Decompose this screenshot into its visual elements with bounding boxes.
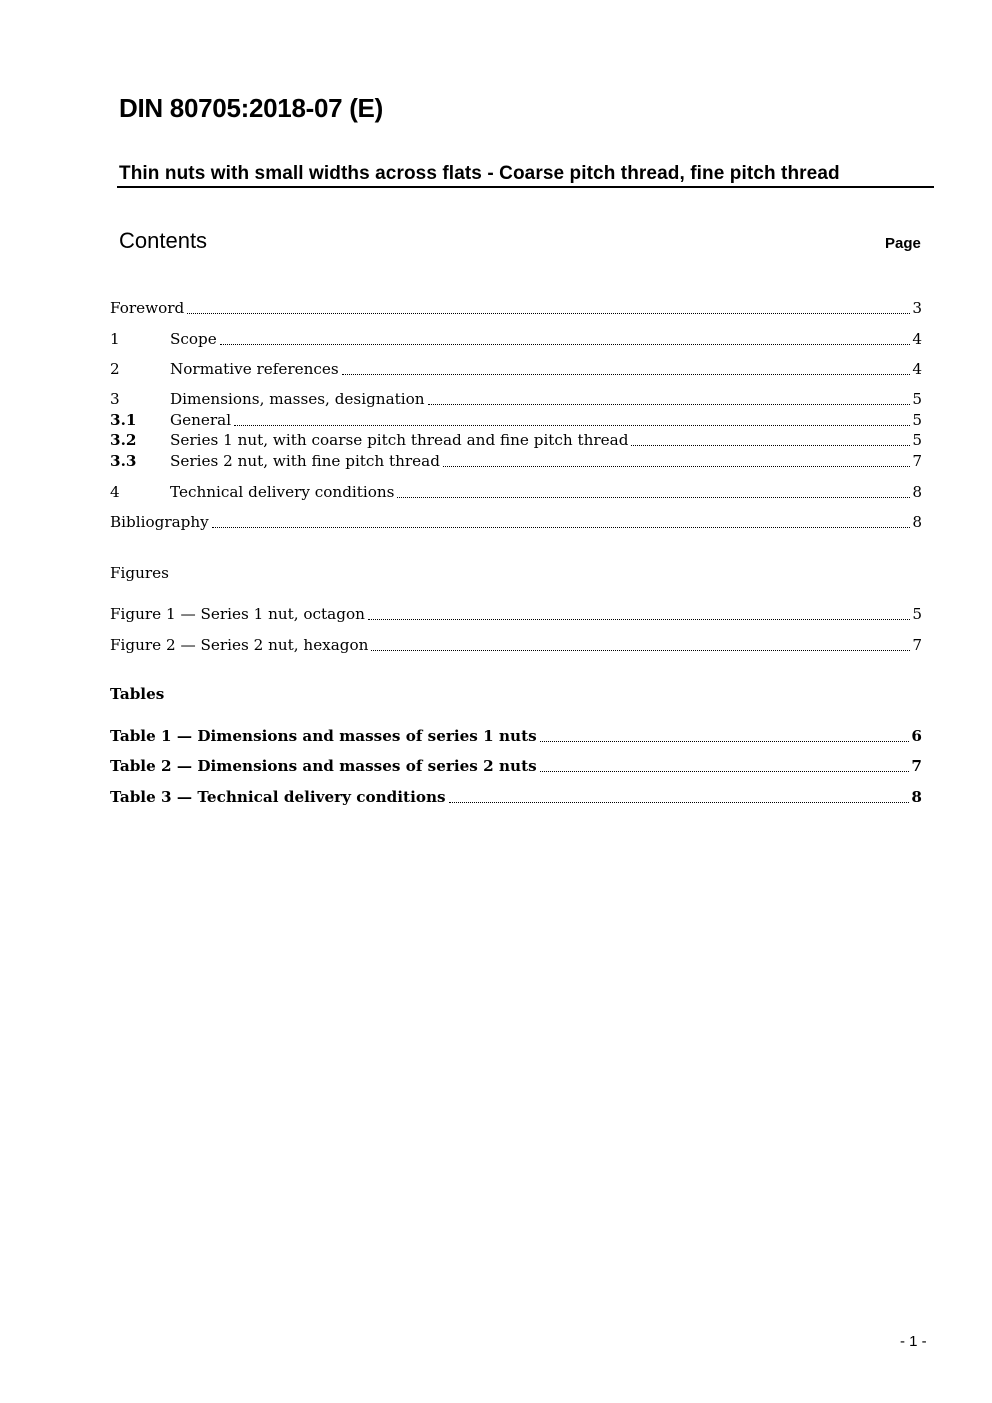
dot-leader xyxy=(212,526,911,528)
figure-entry-text: Figure 2 — Series 2 nut, hexagon xyxy=(110,636,369,654)
document-title: Thin nuts with small widths across flats - Coarse pitch thread, fine pitch thread xyxy=(119,163,840,184)
toc-entry-text: General xyxy=(170,411,232,429)
toc-entry-text: Technical delivery conditions xyxy=(170,483,395,501)
toc-entry-text: Series 2 nut, with fine pitch thread xyxy=(170,452,440,470)
page-column-label: Page xyxy=(885,235,921,252)
dot-leader xyxy=(234,424,910,426)
dot-leader xyxy=(368,618,910,620)
toc-entry-foreword[interactable] xyxy=(110,299,922,318)
table-entry-page: 7 xyxy=(911,757,922,775)
dot-leader xyxy=(220,343,911,345)
toc-entry-page: 3 xyxy=(912,299,922,317)
toc-entry-series-2-nut[interactable] xyxy=(110,452,922,471)
dot-leader xyxy=(428,403,911,405)
toc-entry-number: 3.3 xyxy=(110,452,137,470)
table-entry-page: 8 xyxy=(911,788,922,806)
toc-entry-page: 4 xyxy=(912,330,922,348)
dot-leader xyxy=(443,465,910,467)
toc-entry-page: 8 xyxy=(912,483,922,501)
toc-entry-number: 3.1 xyxy=(110,411,137,429)
table-entry-2[interactable] xyxy=(110,757,922,776)
toc-entry-page: 7 xyxy=(912,452,922,470)
figure-entry-1[interactable] xyxy=(110,605,922,624)
toc-entry-text: Normative references xyxy=(170,360,339,378)
figures-heading: Figures xyxy=(110,564,169,582)
figure-entry-2[interactable] xyxy=(110,636,922,655)
toc-entry-technical-delivery[interactable] xyxy=(110,483,922,502)
toc-entry-scope[interactable] xyxy=(110,330,922,349)
toc-entry-page: 5 xyxy=(912,390,922,408)
toc-entry-number: 4 xyxy=(110,483,120,501)
toc-entry-page: 5 xyxy=(912,411,922,429)
title-rule xyxy=(117,186,934,188)
toc-entry-number: 3.2 xyxy=(110,431,137,449)
toc-entry-number: 2 xyxy=(110,360,120,378)
dot-leader xyxy=(631,444,910,446)
contents-heading: Contents xyxy=(119,228,208,253)
table-entry-text: Table 2 — Dimensions and masses of series 2 nuts xyxy=(110,757,537,775)
toc-entry-text: Bibliography xyxy=(110,513,209,531)
table-entry-text: Table 1 — Dimensions and masses of series 1 nuts xyxy=(110,727,537,745)
table-entry-3[interactable] xyxy=(110,788,922,807)
figure-entry-page: 5 xyxy=(912,605,922,623)
toc-entry-page: 5 xyxy=(912,431,922,449)
toc-entry-text: Series 1 nut, with coarse pitch thread and fine pitch thread xyxy=(170,431,629,449)
table-entry-1[interactable] xyxy=(110,727,922,746)
tables-heading: Tables xyxy=(110,685,165,703)
toc-entry-text: Foreword xyxy=(110,299,185,317)
toc-entry-general[interactable] xyxy=(110,411,922,430)
toc-entry-text: Dimensions, masses, designation xyxy=(170,390,425,408)
table-entry-text: Table 3 — Technical delivery conditions xyxy=(110,788,446,806)
page-number: - 1 - xyxy=(900,1333,927,1350)
toc-entry-number: 3 xyxy=(110,390,120,408)
dot-leader xyxy=(449,801,910,803)
dot-leader xyxy=(187,312,910,314)
toc-entry-text: Scope xyxy=(170,330,217,348)
toc-entry-page: 4 xyxy=(912,360,922,378)
toc-entry-series-1-nut[interactable] xyxy=(110,431,922,450)
toc-entry-normative-references[interactable] xyxy=(110,360,922,379)
toc-entry-number: 1 xyxy=(110,330,120,348)
figure-entry-page: 7 xyxy=(912,636,922,654)
toc-entry-dimensions[interactable] xyxy=(110,390,922,409)
dot-leader xyxy=(540,770,910,772)
dot-leader xyxy=(397,496,910,498)
toc-entry-bibliography[interactable] xyxy=(110,513,922,532)
dot-leader xyxy=(371,649,910,651)
document-id: DIN 80705:2018-07 (E) xyxy=(119,93,383,123)
dot-leader xyxy=(342,373,911,375)
figure-entry-text: Figure 1 — Series 1 nut, octagon xyxy=(110,605,365,623)
table-entry-page: 6 xyxy=(911,727,922,745)
toc-entry-page: 8 xyxy=(912,513,922,531)
dot-leader xyxy=(540,740,910,742)
